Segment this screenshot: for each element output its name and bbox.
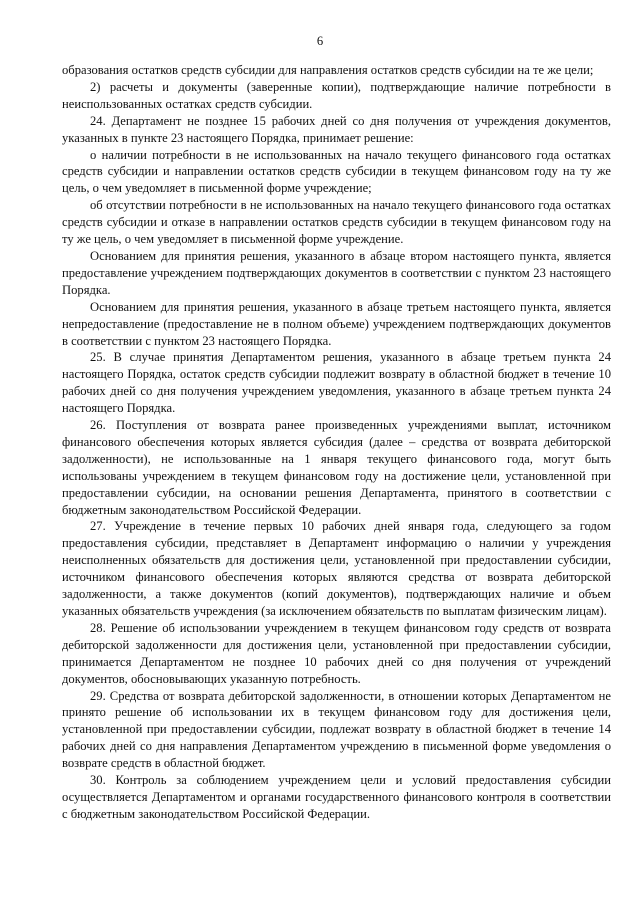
paragraph-item-25: 25. В случае принятия Департаментом решения, указанного в абзаце третьем пункта 24 настоящего Порядка, остаток средств субсидии подлежит возврату в областной бюджет в течение 10 рабочих дней со дня получения учреждением уведомления, указанного в абзаце третьем пункта 24 настоящего Порядка.: [62, 350, 611, 416]
paragraph-item-24-basis-1: Основанием для принятия решения, указанного в абзаце втором настоящего пункта, является предоставление учреждением подтверждающих документов в соответствии с пунктом 23 настоящего Порядка.: [62, 248, 611, 297]
paragraph-item-28: 28. Решение об использовании учреждением в текущем финансовом году средств от возврата дебиторской задолженности для достижения цели, установленной при предоставлении субсидии, принимается Департаментом не позднее 10 рабочих дней со дня получения от учреждений документов, обосновывающих указанную потребность.: [62, 620, 611, 686]
page-number: 6: [316, 34, 324, 48]
paragraph-subitem-2: 2) расчеты и документы (заверенные копии), подтверждающие наличие потребности в неиспользованных остатках средств субсидии.: [62, 79, 611, 111]
paragraph-item-30: 30. Контроль за соблюдением учреждением цели и условий предоставления субсидии осуществляется Департаментом и органами государственного финансового контроля в соответствии с бюджетным законодательством Российской Федерации.: [62, 773, 611, 821]
paragraph-item-29: 29. Средства от возврата дебиторской задолженности, в отношении которых Департаментом не принято решение об использовании их в текущем финансовом году для достижения цели, установленной при предоставлении субсидии, подлежат возврату в областной бюджет в течение 14 рабочих дней со дня направления Департаментом учреждению в письменной форме уведомления о возврате средств в областной бюджет.: [62, 688, 611, 771]
paragraph-item-24: 24. Департамент не позднее 15 рабочих дней со дня получения от учреждения документов, указанных в пункте 23 настоящего Порядка, принимает решение:: [62, 113, 611, 145]
document-body: [62, 62, 611, 823]
paragraph-item-24-basis-2: Основанием для принятия решения, указанного в абзаце третьем настоящего пункта, является непредоставление (предоставление не в полном объеме) учреждением подтверждающих документов в соответствии с пунктом 23 настоящего Порядка.: [62, 299, 611, 348]
paragraph-item-26: 26. Поступления от возврата ранее произведенных учреждениями выплат, источником финансового обеспечения которых является субсидия (далее – средства от возврата дебиторской задолженности), не использованные на 1 января текущего финансового года, могут быть использованы учреждением в текущем финансовом году на достижение цели, установленной при предоставлении субсидии, на основании решения Департамента, принятого в соответствии с бюджетным законодательством Российской Федерации.: [62, 418, 611, 517]
paragraph-item-24-option-1: о наличии потребности в не использованных на начало текущего финансового года остатках средств субсидии и направлении остатков средств субсидии в текущем финансовом году на ту же цель, о чем уведомляет в письменной форме учреждение;: [62, 147, 611, 196]
paragraph-continuation: образования остатков средств субсидии для направления остатков средств субсидии на те же цели;: [62, 63, 594, 77]
paragraph-item-27: 27. Учреждение в течение первых 10 рабочих дней января года, следующего за годом предоставления субсидии, представляет в Департамент информацию о наличии у учреждения неисполненных обязательств для достижения цели, установленной при предоставлении субсидии, источником финансового обеспечения которых являются средства от возврата дебиторской задолженности, а также документов (копий документов), подтверждающих наличие и объем указанных обязательств учреждения (за исключением обязательств по выплатам физическим лицам).: [62, 519, 611, 618]
paragraph-item-24-option-2: об отсутствии потребности в не использованных на начало текущего финансового года остатках средств субсидии и отказе в направлении остатков средств субсидии в текущем финансовом году на ту же цель, о чем уведомляет в письменной форме учреждение.: [62, 198, 611, 247]
